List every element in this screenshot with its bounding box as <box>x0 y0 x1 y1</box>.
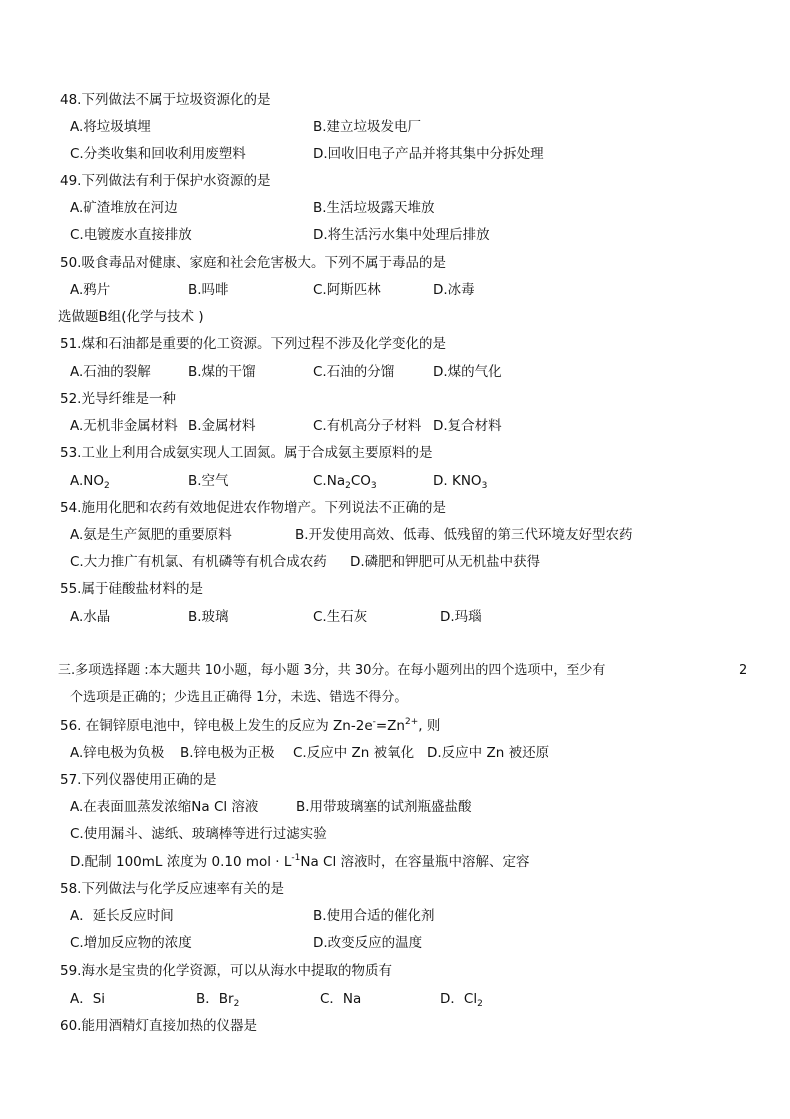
option-b: B.空气 <box>188 473 229 489</box>
option-a: A.无机非金属材料 <box>70 418 178 434</box>
option-d: D.煤的气化 <box>433 364 502 380</box>
options-row <box>0 144 790 164</box>
options-row <box>0 525 790 545</box>
question-48 <box>0 90 790 110</box>
options-row <box>0 989 790 1009</box>
question-stem: 57.下列仪器使用正确的是 <box>60 772 217 788</box>
question-56 <box>0 716 790 736</box>
question-stem: 53.工业上利用合成氨实现人工固氮。属于合成氨主要原料的是 <box>60 445 433 461</box>
option-d: D.玛瑙 <box>440 609 482 625</box>
section-3-instructions-cont: 个选项是正确的；少选且正确得 1分，未选、错选不得分。 <box>70 690 408 705</box>
question-stem <box>60 716 440 736</box>
superscript: - <box>372 717 376 727</box>
option-b: B.金属材料 <box>188 418 256 434</box>
option-d: D.复合材料 <box>433 418 502 434</box>
option-c <box>313 471 377 491</box>
options-row <box>0 743 790 763</box>
option-c: C.有机高分子材料 <box>313 418 422 434</box>
subscript: 3 <box>481 481 488 491</box>
options-row <box>0 117 790 137</box>
question-55 <box>0 579 790 599</box>
options-row <box>0 552 790 572</box>
question-60 <box>0 1016 790 1036</box>
question-stem: 60.能用酒精灯直接加热的仪器是 <box>60 1018 257 1034</box>
option-d: D.磷肥和钾肥可从无机盐中获得 <box>350 554 541 570</box>
option-a: A.氨是生产氮肥的重要原料 <box>70 527 232 543</box>
question-stem: 50.吸食毒品对健康、家庭和社会危害极大。下列不属于毒品的是 <box>60 255 446 271</box>
question-49 <box>0 171 790 191</box>
stem-text: =Zn <box>375 718 405 734</box>
option-c: C.生石灰 <box>313 609 368 625</box>
option-a-text: A.NO <box>70 473 105 489</box>
option-d: D.反应中 Zn 被还原 <box>427 745 550 761</box>
option-c-text: C.Na <box>313 473 346 489</box>
option-b: B.煤的干馏 <box>188 364 256 380</box>
option-c-text: CO <box>350 473 371 489</box>
superscript: 2+ <box>405 717 419 727</box>
question-52 <box>0 389 790 409</box>
subscript: 2 <box>477 999 483 1009</box>
options-row <box>0 906 790 926</box>
option-d-text: D. KNO <box>433 473 482 489</box>
question-stem: 54.施用化肥和农药有效地促进农作物增产。下列说法不正确的是 <box>60 500 446 516</box>
option-a: A.在表面皿蒸发浓缩Na Cl 溶液 <box>70 799 259 815</box>
option-d-text: D.配制 100mL 浓度为 0.10 mol · L <box>70 854 292 870</box>
option-b: B.使用合适的催化剂 <box>313 908 435 924</box>
section-b-title: 选做题B组(化学与技术 ) <box>58 309 204 325</box>
option-d <box>433 471 487 491</box>
stem-text: , 则 <box>418 718 441 734</box>
option-a: A．Si <box>70 991 106 1007</box>
option-a: A.水晶 <box>70 609 111 625</box>
option-c: C.大力推广有机氯、有机磷等有机合成农药 <box>70 554 327 570</box>
option-c: C.分类收集和回收利用废塑料 <box>70 146 246 162</box>
stem-text: 56. 在铜锌原电池中，锌电极上发生的反应为 Zn-2e <box>60 718 373 734</box>
option-d-text: Na Cl 溶液时，在容量瓶中溶解、定容 <box>300 854 530 870</box>
option-c: C.使用漏斗、滤纸、玻璃棒等进行过滤实验 <box>70 826 327 842</box>
question-stem: 49.下列做法有利于保护水资源的是 <box>60 173 271 189</box>
question-stem: 51.煤和石油都是重要的化工资源。下列过程不涉及化学变化的是 <box>60 336 446 352</box>
question-51 <box>0 334 790 354</box>
option-b: B.吗啡 <box>188 282 229 298</box>
option-c: C．Na <box>320 991 362 1007</box>
question-stem: 48.下列做法不属于垃圾资源化的是 <box>60 92 271 108</box>
option-c: C.石油的分馏 <box>313 364 395 380</box>
question-53 <box>0 443 790 463</box>
superscript: -1 <box>291 853 301 863</box>
option-b: B.锌电极为正极 <box>180 745 275 761</box>
subscript: 3 <box>370 481 377 491</box>
option-d <box>440 989 483 1009</box>
option-b: B.建立垃圾发电厂 <box>313 119 422 135</box>
options-row <box>0 416 790 436</box>
option-a: A.石油的裂解 <box>70 364 151 380</box>
option-c: C.增加反应物的浓度 <box>70 935 192 951</box>
options-row <box>0 198 790 218</box>
section-heading <box>0 307 790 327</box>
question-59 <box>0 961 790 981</box>
question-stem: 52.光导纤维是一种 <box>60 391 176 407</box>
question-stem: 55.属于硅酸盐材料的是 <box>60 581 203 597</box>
option-a: A.锌电极为负极 <box>70 745 165 761</box>
option-d: D.回收旧电子产品并将其集中分拆处理 <box>313 146 544 162</box>
option-d-text: D．Cl <box>440 991 478 1007</box>
section-3-number: 2 <box>739 663 748 678</box>
option-a: A.鸦片 <box>70 282 111 298</box>
question-57 <box>0 770 790 790</box>
option-b: B.玻璃 <box>188 609 229 625</box>
options-row <box>0 280 790 300</box>
options-row <box>0 362 790 382</box>
option-b: B.生活垃圾露天堆放 <box>313 200 435 216</box>
option-d: D.冰毒 <box>433 282 475 298</box>
option-d: D.将生活污水集中处理后排放 <box>313 227 490 243</box>
option-b: B.用带玻璃塞的试剂瓶盛盐酸 <box>296 799 472 815</box>
option-a: A．延长反应时间 <box>70 908 174 924</box>
section-3-heading <box>0 661 790 681</box>
question-stem: 58.下列做法与化学反应速率有关的是 <box>60 881 284 897</box>
option-c: C.电镀废水直接排放 <box>70 227 192 243</box>
option-a <box>70 471 110 491</box>
options-row <box>0 933 790 953</box>
option-b: B.开发使用高效、低毒、低残留的第三代环境友好型农药 <box>295 527 633 543</box>
option-b <box>196 989 239 1009</box>
subscript: 2 <box>233 999 240 1009</box>
options-row <box>0 225 790 245</box>
question-50 <box>0 253 790 273</box>
options-row <box>0 797 790 817</box>
question-58 <box>0 879 790 899</box>
option-b-text: B．Br <box>196 991 234 1007</box>
section-3-instructions: 三.多项选择题 :本大题共 10小题，每小题 3分，共 30分。在每小题列出的四个选项中，至少有 <box>58 663 606 678</box>
options-row <box>0 607 790 627</box>
options-row <box>0 824 790 844</box>
option-a: A.将垃圾填埋 <box>70 119 151 135</box>
option-a: A.矿渣堆放在河边 <box>70 200 178 216</box>
options-row <box>0 852 790 872</box>
option-d: D.改变反应的温度 <box>313 935 423 951</box>
option-d <box>70 852 530 872</box>
option-c: C.反应中 Zn 被氧化 <box>293 745 415 761</box>
option-c: C.阿斯匹林 <box>313 282 381 298</box>
question-stem: 59.海水是宝贵的化学资源，可以从海水中提取的物质有 <box>60 963 392 979</box>
question-54 <box>0 498 790 518</box>
section-3-heading-cont <box>0 688 790 708</box>
subscript: 2 <box>345 481 351 491</box>
subscript: 2 <box>104 481 110 491</box>
options-row <box>0 471 790 491</box>
